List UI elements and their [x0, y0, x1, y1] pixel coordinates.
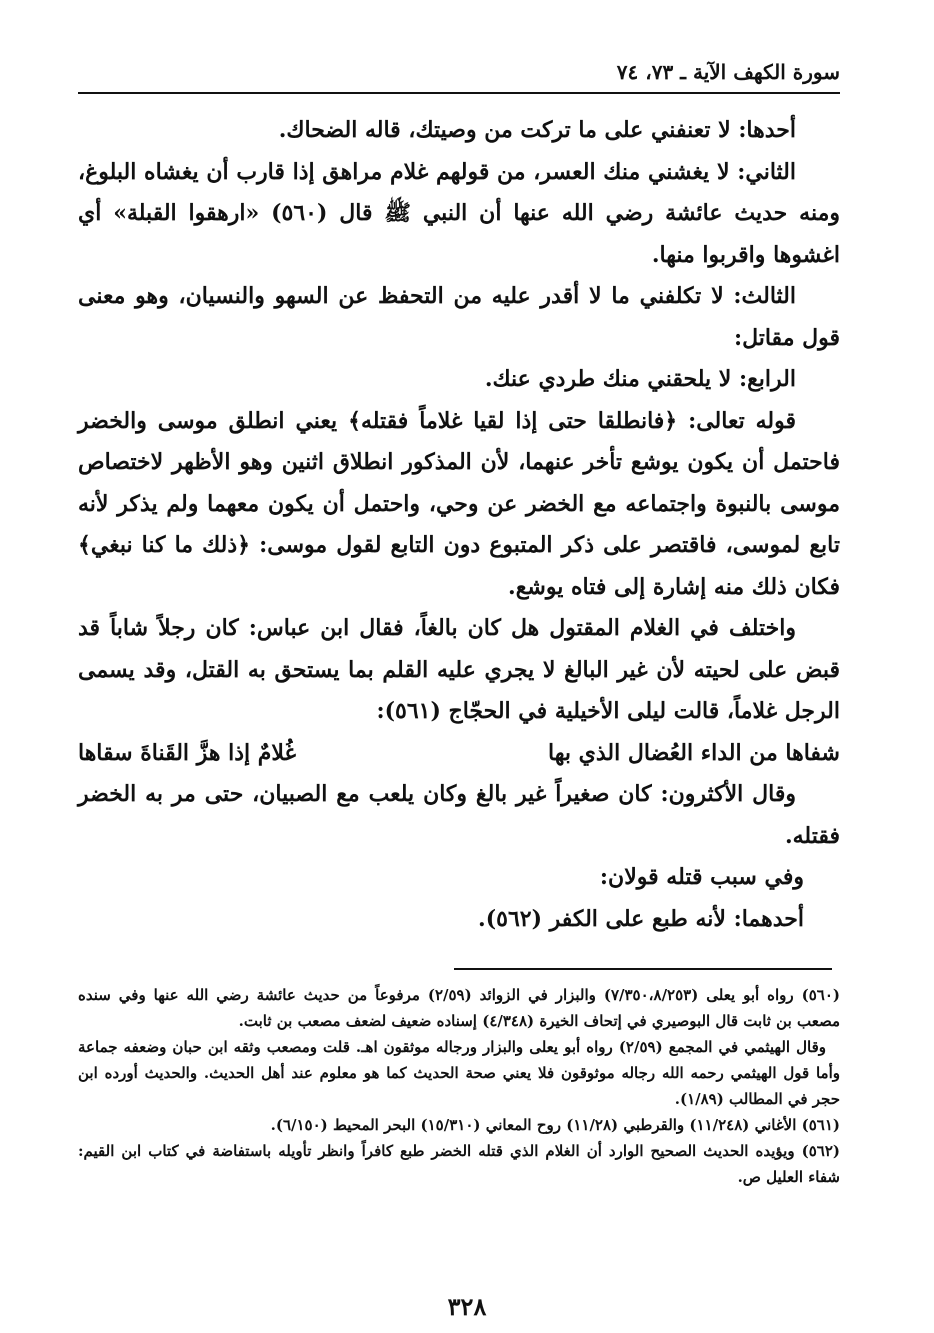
paragraph-majority-view: وقال الأكثرون: كان صغيراً غير بالغ وكان يلعب مع الصبيان، حتى مر به الخضر فقتله.	[78, 781, 840, 849]
header-title: سورة الكهف الآية ـ ٧٣، ٧٤	[616, 60, 840, 84]
paragraph-verse-commentary: قوله تعالى: ﴿فانطلقا حتى إذا لقيا غلاماً فقتله﴾ يعني انطلق موسى والخضر فاحتمل أن يكون يوشع تأخر عنهما، لأن المذكور انطلاق اثنين وهو الأظهر لاختصاص موسى بالنبوة واجتماعه مع الخضر عن وحي، واحتمل أن يكون معهما ولم يذكر لأنه تابع لموسى، فاقتصر على ذكر المتبوع دون التابع لقول موسى: ﴿ذلك ما كنا نبغي﴾ فكان ذلك منه إشارة إلى فتاه يوشع.	[78, 407, 840, 600]
footnote-561: (٥٦١) الأغاني (١١/٢٤٨) والقرطبي (١١/٢٨) روح المعاني (١٥/٣١٠) البحر المحيط (٦/١٥٠).	[270, 1116, 840, 1134]
footnote-560-continued: وقال الهيثمي في المجمع (٢/٥٩) رواه أبو يعلى والبزار ورجاله موثقون اهـ. قلت ومصعب وثقه ابن حبان وضعفه جماعة وأما قول الهيثمي رحمه الله رجاله موثوقون فلا يعني صحة الحديث كما هو معلوم عند أهل الحديث. والحديث أورده ابن حجر في المطالب (١/٨٩).	[78, 1038, 840, 1108]
footnote-separator	[454, 968, 832, 970]
footnote-562: (٥٦٢) ويؤيده الحديث الصحيح الوارد أن الغلام الذي قتله الخضر طبع كافراً وانظر تأويله باستفاضة في كتاب ابن القيم: شفاء العليل ص.	[78, 1142, 840, 1186]
paragraph-first-opinion: أحدها: لا تعنفني على ما تركت من وصيتك، قاله الضحاك.	[278, 117, 796, 143]
paragraph-second-opinion: الثاني: لا يغشني منك العسر، من قولهم غلام مراهق إذا قارب أن يغشاه البلوغ، ومنه حديث عائشة رضي الله عنها أن النبي ﷺ قال (٥٦٠) «ارهقوا القبلة» أي اغشوها واقربوا منها.	[78, 158, 841, 268]
footnote-560: (٥٦٠) رواه أبو يعلى (٧/٣٥٠،٨/٢٥٣) والبزار في الزوائد (٢/٥٩) مرفوعاً من حديث عائشة رضي الله عنها وفي سنده مصعب بن ثابت قال البوصيري في إتحاف الخيرة (٤/٣٤٨) إسناده ضعيف لضعف مصعب بن ثابت.	[78, 986, 840, 1030]
paragraph-fourth-opinion: الرابع: لا يلحقني منك طردي عنك.	[484, 366, 796, 392]
verse-second-hemistich: غُلامٌ إذا هزَّ القَناةَ سقاها	[78, 739, 297, 766]
page-number: ٣٢٨	[447, 1292, 487, 1321]
paragraph-boy-age: واختلف في الغلام المقتول هل كان بالغاً، فقال ابن عباس: كان رجلاً شاباً قد قبض على لحيته لأن غير البالغ لا يجري عليه القلم بما يستحق به القتل، وقد يسمى الرجل غلاماً، قالت ليلى الأخيلية في الحجّاج (٥٦١):	[78, 615, 840, 724]
footnotes	[78, 982, 840, 1190]
verse-first-hemistich: شفاها من الداء العُضال الذي بها	[548, 739, 840, 766]
running-header	[78, 58, 840, 94]
paragraph-first-reason: أحدهما: لأنه طبع على الكفر (٥٦٢).	[478, 905, 804, 932]
main-text	[78, 110, 840, 940]
paragraph-reason-heading: وفي سبب قتله قولان:	[599, 864, 804, 890]
poetry-verse	[78, 733, 840, 775]
paragraph-third-opinion: الثالث: لا تكلفني ما لا أقدر عليه من التحفظ عن السهو والنسيان، وهو معنى قول مقاتل:	[78, 283, 840, 351]
